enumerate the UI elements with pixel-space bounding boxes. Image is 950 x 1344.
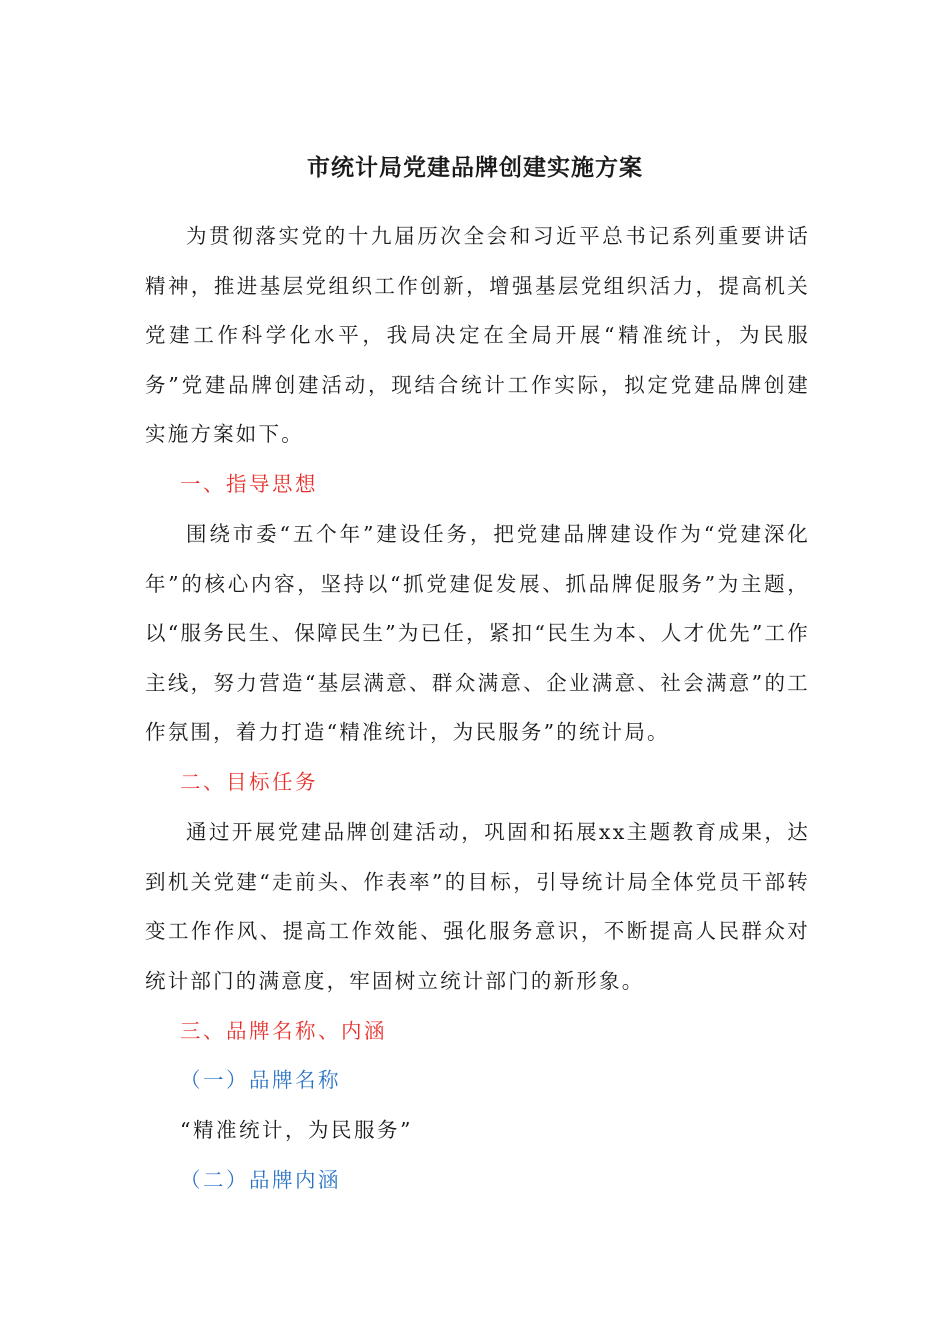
brand-name-text: “精准统计，为民服务” (180, 1118, 413, 1142)
section-body-guiding-thought: 围绕市委“五个年”建设任务，把党建品牌建设作为“党建深化年”的核心内容，坚持以“抓党建促发展、抓品牌促服务”为主题，以“服务民生、保障民生”为已任，紧扣“民生为本、人才优先”工作主线，努力营造“基层满意、群众满意、企业满意、社会满意”的工作氛围，着力打造“精准统计，为民服务”的统计局。 (145, 522, 810, 745)
section-heading-guiding-thought: 一、指导思想 (180, 472, 318, 496)
intro-paragraph: 为贯彻落实党的十九届历次全会和习近平总书记系列重要讲话精神，推进基层党组织工作创新，增强基层党组织活力，提高机关党建工作科学化水平，我局决定在全局开展“精准统计，为民服务”党建品牌创建活动，现结合统计工作实际，拟定党建品牌创建实施方案如下。 (145, 224, 810, 447)
section-heading-goals: 二、目标任务 (180, 770, 318, 794)
subsection-heading-brand-connotation: （二）品牌内涵 (180, 1168, 341, 1192)
section-body-goals: 通过开展党建品牌创建活动，巩固和拓展xx主题教育成果，达到机关党建“走前头、作表率”的目标，引导统计局全体党员干部转变工作作风、提高工作效能、强化服务意识，不断提高人民群众对统计部门的满意度，牢固树立统计部门的新形象。 (145, 820, 810, 993)
document-title: 市统计局党建品牌创建实施方案 (307, 154, 643, 181)
section-heading-brand: 三、品牌名称、内涵 (180, 1019, 387, 1043)
subsection-heading-brand-name: （一）品牌名称 (180, 1068, 341, 1092)
